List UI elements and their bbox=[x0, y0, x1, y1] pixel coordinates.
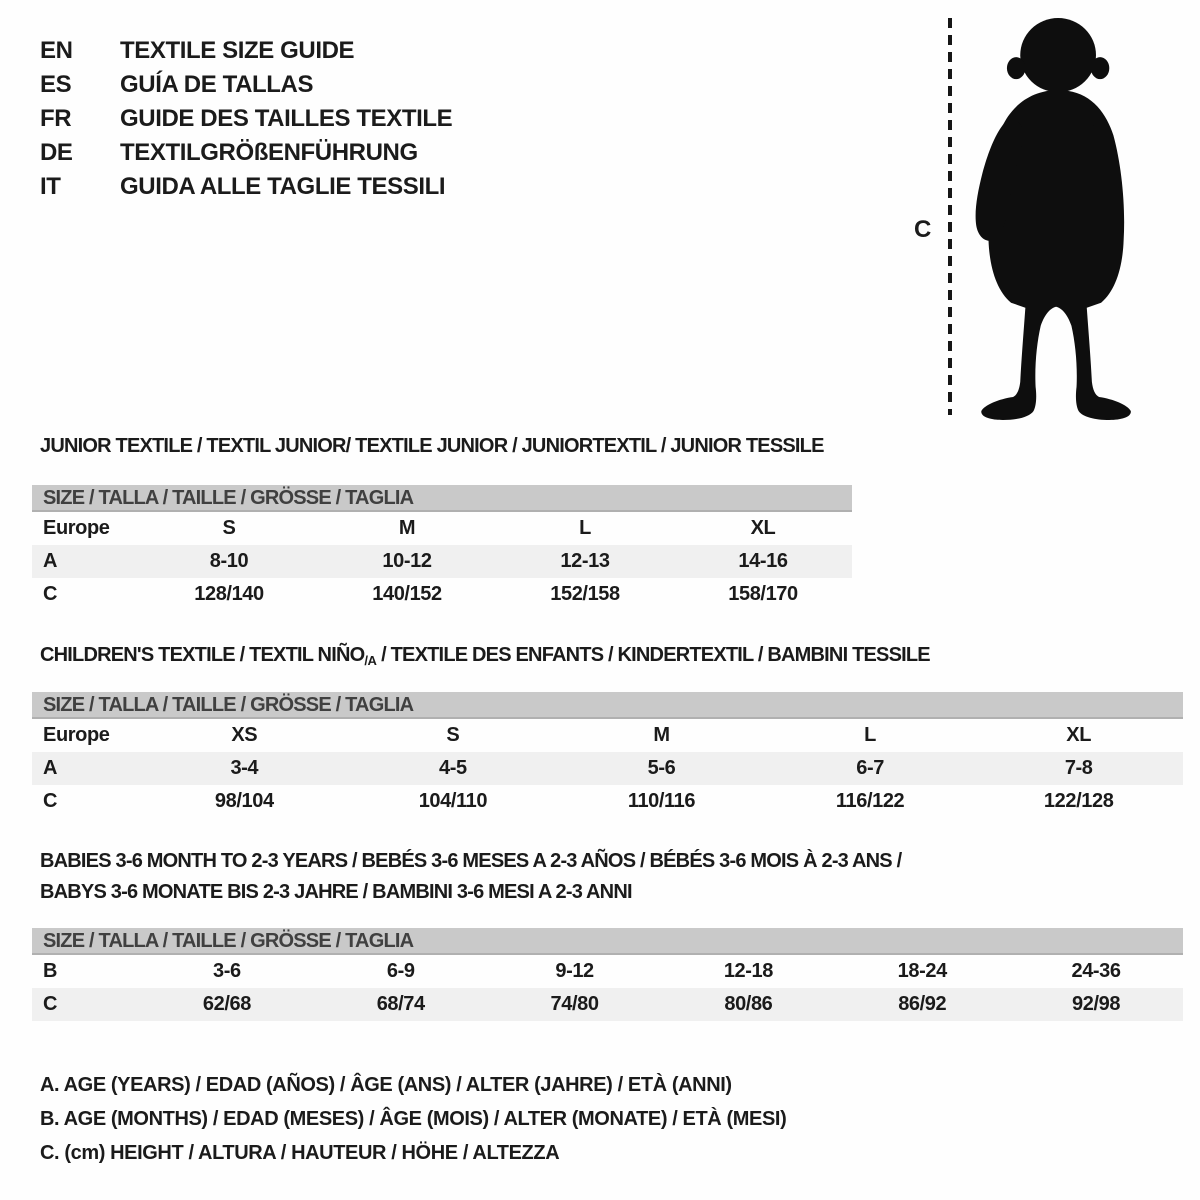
size-cell: 7-8 bbox=[1064, 757, 1093, 779]
section-title-text: / TEXTILE DES ENFANTS / KINDERTEXTIL / BAMBINI TESSILE bbox=[376, 644, 930, 666]
section-title-text: CHILDREN'S TEXTILE / TEXTIL NIÑO bbox=[40, 644, 365, 666]
row-label: Europe bbox=[43, 724, 110, 746]
size-cell: 9-12 bbox=[555, 960, 594, 982]
size-cell: 18-24 bbox=[897, 960, 947, 982]
row-label: C bbox=[43, 790, 58, 812]
size-cell: S bbox=[222, 517, 236, 539]
section-title-line2: BABYS 3-6 MONATE BIS 2-3 JAHRE / BAMBINI 3-6 MESI A 2-3 ANNI bbox=[40, 881, 632, 903]
size-cell: 4-5 bbox=[439, 757, 467, 779]
legend-line-b: B. AGE (MONTHS) / EDAD (MESES) / ÂGE (MOIS) / ALTER (MONATE) / ETÀ (MESI) bbox=[40, 1108, 787, 1130]
toddler-silhouette-icon bbox=[966, 15, 1140, 421]
language-row-it bbox=[40, 170, 452, 204]
size-cell: XS bbox=[231, 724, 258, 746]
language-title: TEXTILE SIZE GUIDE bbox=[120, 37, 355, 64]
language-code: IT bbox=[40, 173, 61, 200]
language-code: DE bbox=[40, 139, 73, 166]
height-measure-line bbox=[948, 18, 952, 415]
section-title-babies bbox=[40, 846, 901, 908]
size-cell: L bbox=[579, 517, 591, 539]
table-row-months bbox=[32, 955, 1183, 988]
size-cell: 122/128 bbox=[1043, 790, 1114, 812]
size-cell: XL bbox=[1066, 724, 1092, 746]
size-cell: 152/158 bbox=[550, 583, 620, 605]
size-cell: 62/68 bbox=[202, 993, 251, 1015]
size-cell: 10-12 bbox=[382, 550, 432, 572]
size-cell: 12-13 bbox=[560, 550, 610, 572]
children-size-table bbox=[32, 692, 1183, 818]
legend bbox=[40, 1068, 786, 1170]
size-cell: 158/170 bbox=[728, 583, 798, 605]
size-cell: 3-6 bbox=[213, 960, 241, 982]
table-row-europe bbox=[32, 512, 852, 545]
table-row-europe bbox=[32, 719, 1183, 752]
legend-line-a: A. AGE (YEARS) / EDAD (AÑOS) / ÂGE (ANS) / ALTER (JAHRE) / ETÀ (ANNI) bbox=[40, 1074, 732, 1096]
size-cell: XL bbox=[750, 517, 776, 539]
language-code: EN bbox=[40, 37, 73, 64]
size-cell: L bbox=[864, 724, 876, 746]
junior-size-table bbox=[32, 485, 852, 611]
section-title-junior: JUNIOR TEXTILE / TEXTIL JUNIOR/ TEXTILE JUNIOR / JUNIORTEXTIL / JUNIOR TESSILE bbox=[40, 435, 824, 457]
size-cell: S bbox=[446, 724, 460, 746]
language-code: ES bbox=[40, 71, 72, 98]
language-title: GUIDA ALLE TAGLIE TESSILI bbox=[120, 173, 446, 200]
row-label: A bbox=[43, 550, 58, 572]
size-cell: 12-18 bbox=[723, 960, 773, 982]
size-cell: M bbox=[653, 724, 670, 746]
language-row-en bbox=[40, 34, 452, 68]
size-cell: 92/98 bbox=[1072, 993, 1121, 1015]
language-title: GUÍA DE TALLAS bbox=[120, 71, 314, 98]
row-label: A bbox=[43, 757, 58, 779]
size-cell: 3-4 bbox=[230, 757, 259, 779]
row-label: C bbox=[43, 993, 58, 1015]
section-title-subscript: /A bbox=[364, 653, 377, 668]
section-title-children bbox=[40, 640, 930, 676]
size-cell: 80/86 bbox=[724, 993, 773, 1015]
size-cell: 140/152 bbox=[372, 583, 442, 605]
size-cell: 86/92 bbox=[898, 993, 947, 1015]
table-row-height bbox=[32, 988, 1183, 1021]
size-cell: 8-10 bbox=[209, 550, 249, 572]
measure-label-c: C bbox=[914, 216, 931, 243]
size-cell: 24-36 bbox=[1071, 960, 1121, 982]
row-label: C bbox=[43, 583, 58, 605]
size-cell: M bbox=[398, 517, 416, 539]
size-cell: 6-9 bbox=[386, 960, 415, 982]
size-cell: 68/74 bbox=[376, 993, 425, 1015]
babies-size-table bbox=[32, 928, 1183, 1021]
size-table-header: SIZE / TALLA / TAILLE / GRÖSSE / TAGLIA bbox=[32, 485, 852, 512]
section-title-line1: BABIES 3-6 MONTH TO 2-3 YEARS / BEBÉS 3-6 MESES A 2-3 AÑOS / BÉBÉS 3-6 MOIS À 2-3 ANS / bbox=[40, 850, 902, 872]
size-cell: 128/140 bbox=[194, 583, 264, 605]
table-row-height bbox=[32, 785, 1183, 818]
size-cell: 110/116 bbox=[627, 790, 696, 812]
size-cell: 6-7 bbox=[856, 757, 884, 779]
size-cell: 116/122 bbox=[835, 790, 905, 812]
size-cell: 14-16 bbox=[738, 550, 788, 572]
size-cell: 5-6 bbox=[647, 757, 676, 779]
language-row-es bbox=[40, 68, 452, 102]
language-code: FR bbox=[40, 105, 72, 132]
size-cell: 74/80 bbox=[550, 993, 599, 1015]
table-row-age bbox=[32, 752, 1183, 785]
size-table-header: SIZE / TALLA / TAILLE / GRÖSSE / TAGLIA bbox=[32, 928, 1183, 955]
legend-line-c: C. (cm) HEIGHT / ALTURA / HAUTEUR / HÖHE / ALTEZZA bbox=[40, 1142, 560, 1164]
size-cell: 104/110 bbox=[418, 790, 488, 812]
table-row-height bbox=[32, 578, 852, 611]
language-title-list bbox=[40, 34, 452, 204]
row-label: B bbox=[43, 960, 58, 982]
row-label: Europe bbox=[43, 517, 110, 539]
language-row-fr bbox=[40, 102, 452, 136]
size-cell: 98/104 bbox=[214, 790, 274, 812]
size-table-header: SIZE / TALLA / TAILLE / GRÖSSE / TAGLIA bbox=[32, 692, 1183, 719]
table-row-age bbox=[32, 545, 852, 578]
language-title: GUIDE DES TAILLES TEXTILE bbox=[120, 105, 453, 132]
language-row-de bbox=[40, 136, 452, 170]
language-title: TEXTILGRÖßENFÜHRUNG bbox=[120, 139, 418, 166]
